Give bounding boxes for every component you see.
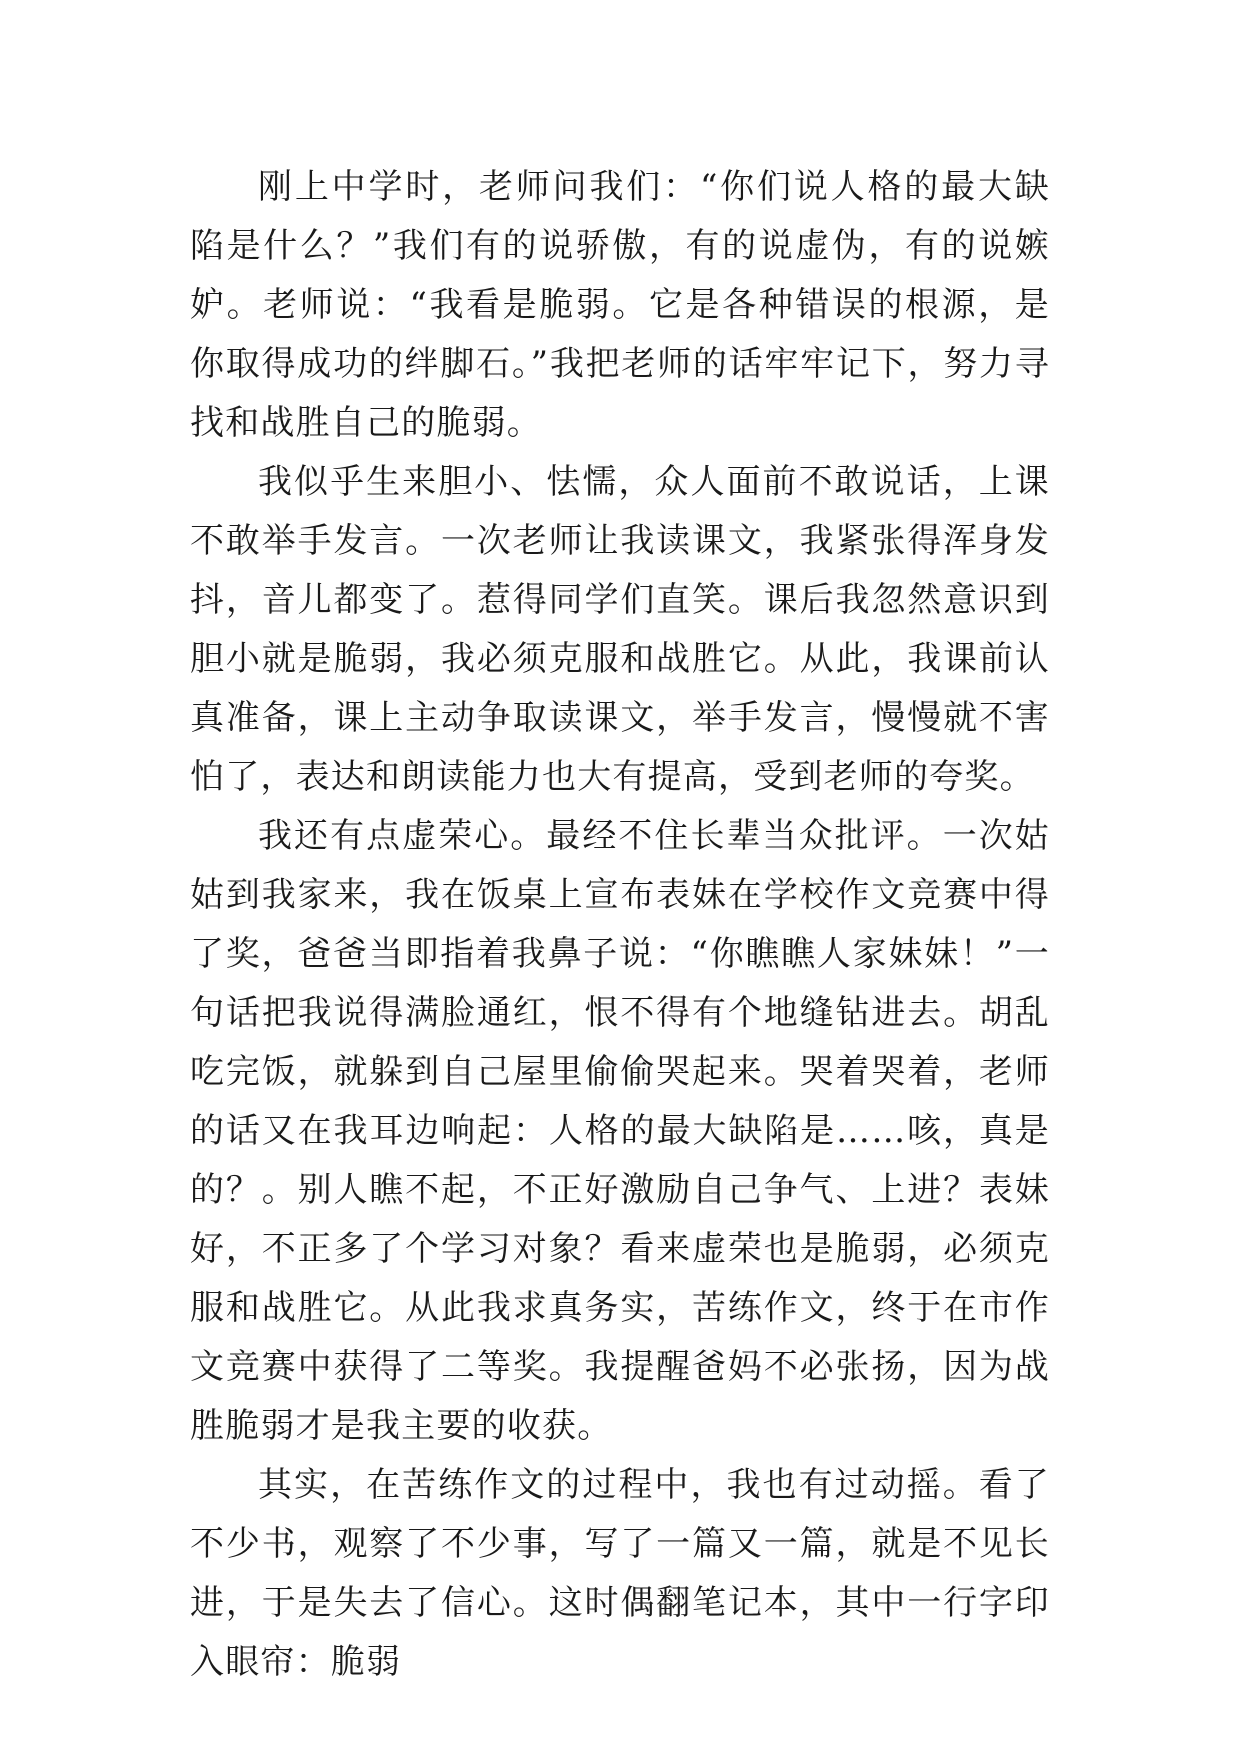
paragraph-1: 刚上中学时，老师问我们：“你们说人格的最大缺陷是什么？”我们有的说骄傲，有的说虚伪，有的说嫉妒。老师说：“我看是脆弱。它是各种错误的根源，是你取得成功的绊脚石。”我把老师的话牢牢记下，努力寻找和战胜自己的脆弱。 (190, 167, 1050, 443)
paragraph-4: 其实，在苦练作文的过程中，我也有过动摇。看了不少书，观察了不少事，写了一篇又一篇，就是不见长进，于是失去了信心。这时偶翻笔记本，其中一行字印入眼帘：脆弱 (190, 1465, 1050, 1682)
paragraph-2: 我似乎生来胆小、怯懦，众人面前不敢说话，上课不敢举手发言。一次老师让我读课文，我紧张得浑身发抖，音儿都变了。惹得同学们直笑。课后我忽然意识到胆小就是脆弱，我必须克服和战胜它。从此，我课前认真准备，课上主动争取读课文，举手发言，慢慢就不害怕了，表达和朗读能力也大有提高，受到老师的夸奖。 (190, 462, 1050, 797)
paragraph-3: 我还有点虚荣心。最经不住长辈当众批评。一次姑姑到我家来，我在饭桌上宣布表妹在学校作文竞赛中得了奖，爸爸当即指着我鼻子说：“你瞧瞧人家妹妹！”一句话把我说得满脸通红，恨不得有个地缝钻进去。胡乱吃完饭，就躲到自己屋里偷偷哭起来。哭着哭着，老师的话又在我耳边响起：人格的最大缺陷是……咳，真是的？。别人瞧不起，不正好激励自己争气、上进？表妹好，不正多了个学习对象？看来虚荣也是脆弱，必须克服和战胜它。从此我求真务实，苦练作文，终于在市作文竞赛中获得了二等奖。我提醒爸妈不必张扬，因为战胜脆弱才是我主要的收获。 (190, 816, 1050, 1446)
document-body (190, 158, 1050, 1692)
